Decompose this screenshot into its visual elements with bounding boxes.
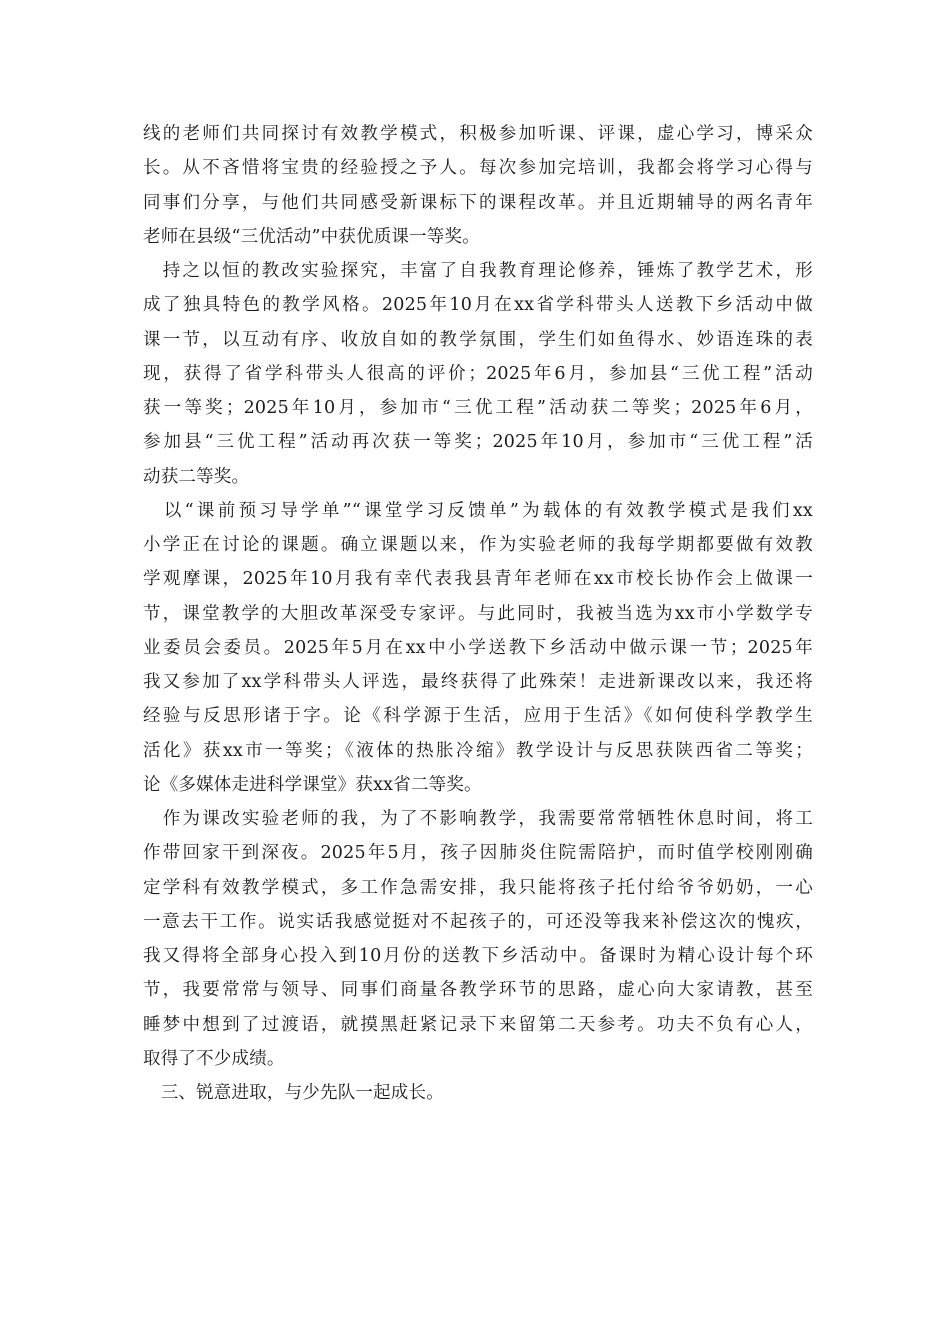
text-line: 课一节，以互动有序、收放自如的教学氛围，学生们如鱼得水、妙语连珠的表 bbox=[143, 329, 813, 350]
text-line: 经验与反思形诸于字。论《科学源于生活，应用于生活》《如何使科学教学生 bbox=[143, 706, 813, 727]
text-line: 持之以恒的教改实验探究，丰富了自我教育理论修养，锤炼了教学艺术，形 bbox=[143, 261, 813, 281]
text-line: 同事们分享，与他们共同感受新课标下的课程改革。并且近期辅导的两名青年 bbox=[143, 192, 813, 213]
text-line: 获一等奖；2025年10月，参加市“三优工程”活动获二等奖；2025年6月， bbox=[143, 398, 813, 418]
text-line: 睡梦中想到了过渡语，就摸黑赶紧记录下来留第二天参考。功夫不负有心人， bbox=[143, 1014, 813, 1035]
text-line: 作为课改实验老师的我，为了不影响教学，我需要常常牺牲休息时间，将工 bbox=[143, 809, 813, 829]
text-line: 长。从不吝惜将宝贵的经验授之予人。每次参加完培训，我都会将学习心得与 bbox=[143, 158, 813, 179]
text-line: 现，获得了省学科带头人很高的评价；2025年6月，参加县“三优工程”活动 bbox=[143, 363, 813, 384]
text-line: 学观摩课，2025年10月我有幸代表我县青年老师在xx市校长协作会上做课一 bbox=[143, 569, 813, 590]
text-line: 老师在县级“三优活动”中获优质课一等奖。 bbox=[143, 226, 480, 247]
text-line: 我又参加了xx学科带头人评选，最终获得了此殊荣！走进新课改以来，我还将 bbox=[143, 672, 813, 692]
document-body bbox=[143, 117, 813, 1110]
text-line: 节，我要常常与领导、同事们商量各教学环节的思路，虚心向大家请教，甚至 bbox=[143, 980, 813, 1001]
text-line: 业委员会委员。2025年5月在xx中小学送教下乡活动中做示课一节；2025年 bbox=[143, 637, 813, 658]
text-line: 取得了不少成绩。 bbox=[143, 1048, 285, 1069]
text-line: 以“课前预习导学单”“课堂学习反馈单”为载体的有效教学模式是我们xx bbox=[143, 500, 813, 521]
text-line: 我又得将全部身心投入到10月份的送教下乡活动中。备课时为精心设计每个环 bbox=[143, 946, 813, 966]
text-line: 动获二等奖。 bbox=[143, 466, 250, 487]
text-line: 定学科有效教学模式，多工作急需安排，我只能将孩子托付给爷爷奶奶，一心 bbox=[143, 877, 813, 898]
text-line: 节，课堂教学的大胆改革深受专家评。与此同时，我被当选为xx市小学数学专 bbox=[143, 603, 813, 624]
text-line: 一意去干工作。说实话我感觉挺对不起孩子的，可还没等我来补偿这次的愧疚， bbox=[143, 911, 813, 932]
text-line: 成了独具特色的教学风格。2025年10月在xx省学科带头人送教下乡活动中做 bbox=[143, 295, 813, 316]
text-line: 论《多媒体走进科学课堂》获xx省二等奖。 bbox=[143, 774, 482, 795]
text-line: 三、锐意进取，与少先队一起成长。 bbox=[143, 1083, 444, 1103]
text-line: 小学正在讨论的课题。确立课题以来，作为实验老师的我每学期都要做有效教 bbox=[143, 535, 813, 555]
text-line: 活化》获xx市一等奖；《液体的热胀冷缩》教学设计与反思获陕西省二等奖； bbox=[143, 740, 813, 761]
text-line: 线的老师们共同探讨有效教学模式，积极参加听课、评课，虚心学习，博采众 bbox=[143, 124, 813, 144]
text-line: 参加县“三优工程”活动再次获一等奖；2025年10月，参加市“三优工程”活 bbox=[143, 432, 813, 453]
text-line: 作带回家干到深夜。2025年5月，孩子因肺炎住院需陪护，而时值学校刚刚确 bbox=[143, 843, 813, 864]
